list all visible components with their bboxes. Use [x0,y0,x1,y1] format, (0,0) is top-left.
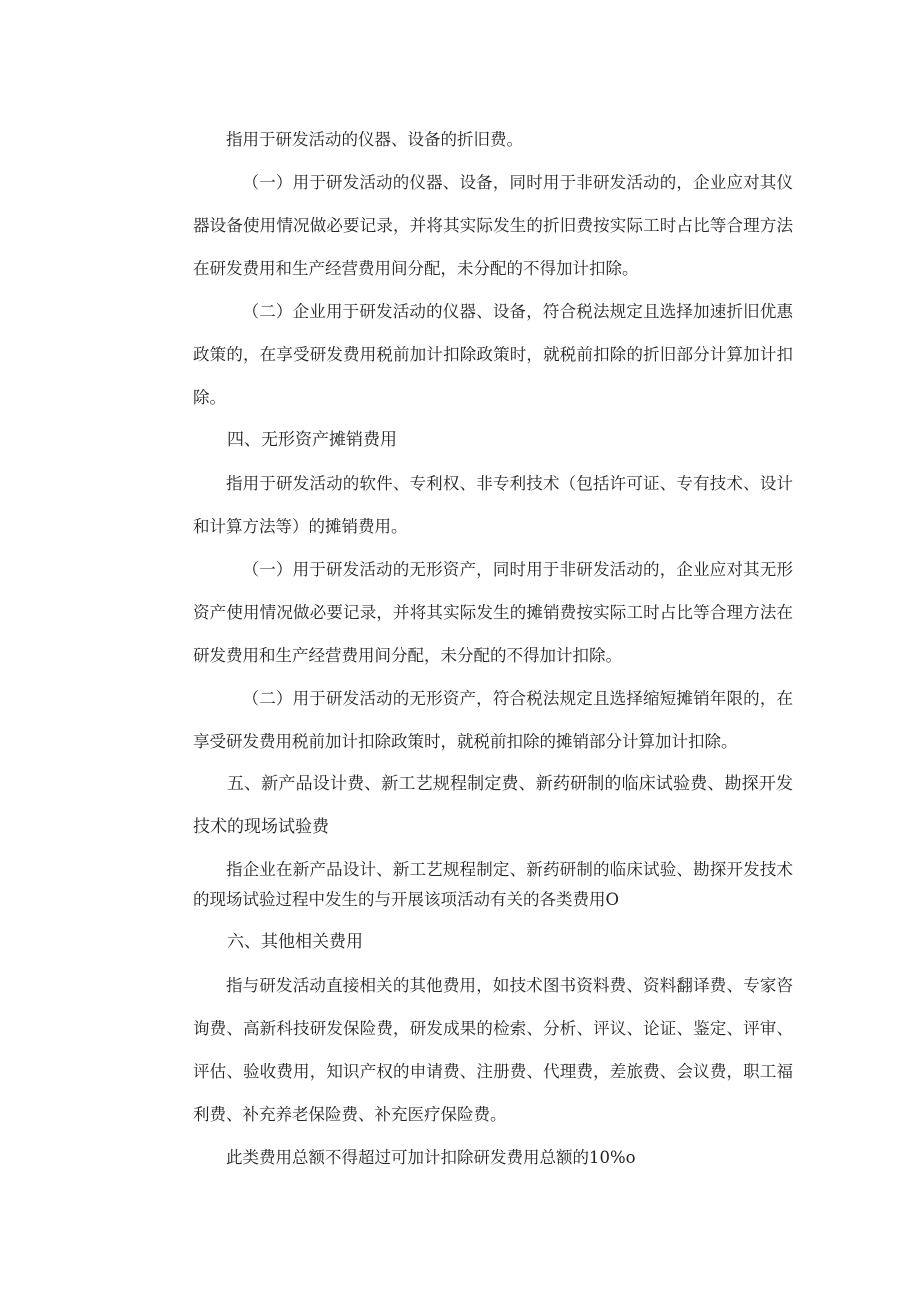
heading-section-4: 四、无形资产摊销费用 [227,430,397,450]
paragraph-amortization-item-2: （二）用于研发活动的无形资产，符合税法规定且选择缩短摊销年限的，在享受研发费用税前加计扣除政策时，就税前扣除的摊销部分计算加计扣除。 [193,689,793,751]
paragraph-amortization-item-1: （一）用于研发活动的无形资产，同时用于非研发活动的，企业应对其无形资产使用情况做必要记录，并将其实际发生的摊销费按实际工时占比等合理方法在研发费用和生产经营费用间分配，未分配的不得加计扣除。 [193,560,793,665]
paragraph-depreciation-item-1: （一）用于研发活动的仪器、设备，同时用于非研发活动的，企业应对其仪器设备使用情况做必要记录，并将其实际发生的折旧费按实际工时占比等合理方法在研发费用和生产经营费用间分配，未分配的不得加计扣除。 [193,173,793,278]
paragraph-section-6-body: 指与研发活动直接相关的其他费用，如技术图书资料费、资料翻译费、专家咨询费、高新科技研发保险费，研发成果的检索、分析、评议、论证、鉴定、评审、评估、验收费用，知识产权的申请费、注册费、代理费，差旅费、会议费，职工福利费、补充养老保险费、补充医疗保险费。 [193,976,793,1124]
paragraph-amortization-intro: 指用于研发活动的软件、专利权、非专利技术（包括许可证、专有技术、设计和计算方法等）的摊销费用。 [193,474,793,536]
paragraph-depreciation-intro: 指用于研发活动的仪器、设备的折旧费。 [226,130,523,149]
heading-section-6: 六、其他相关费用 [227,932,363,952]
heading-section-5: 五、新产品设计费、新工艺规程制定费、新药研制的临床试验费、勘探开发技术的现场试验费 [193,774,793,837]
paragraph-depreciation-item-2: （二）企业用于研发活动的仪器、设备，符合税法规定且选择加速折旧优惠政策的，在享受研发费用税前加计扣除政策时，就税前扣除的折旧部分计算加计扣除。 [193,302,793,407]
paragraph-section-5-body: 指企业在新产品设计、新工艺规程制定、新药研制的临床试验、勘探开发技术的现场试验过程中发生的与开展该项活动有关的各类费用O [193,860,793,909]
paragraph-section-6-limit: 此类费用总额不得超过可加计扣除研发费用总额的10%o [226,1148,636,1167]
document-body [193,118,793,1179]
